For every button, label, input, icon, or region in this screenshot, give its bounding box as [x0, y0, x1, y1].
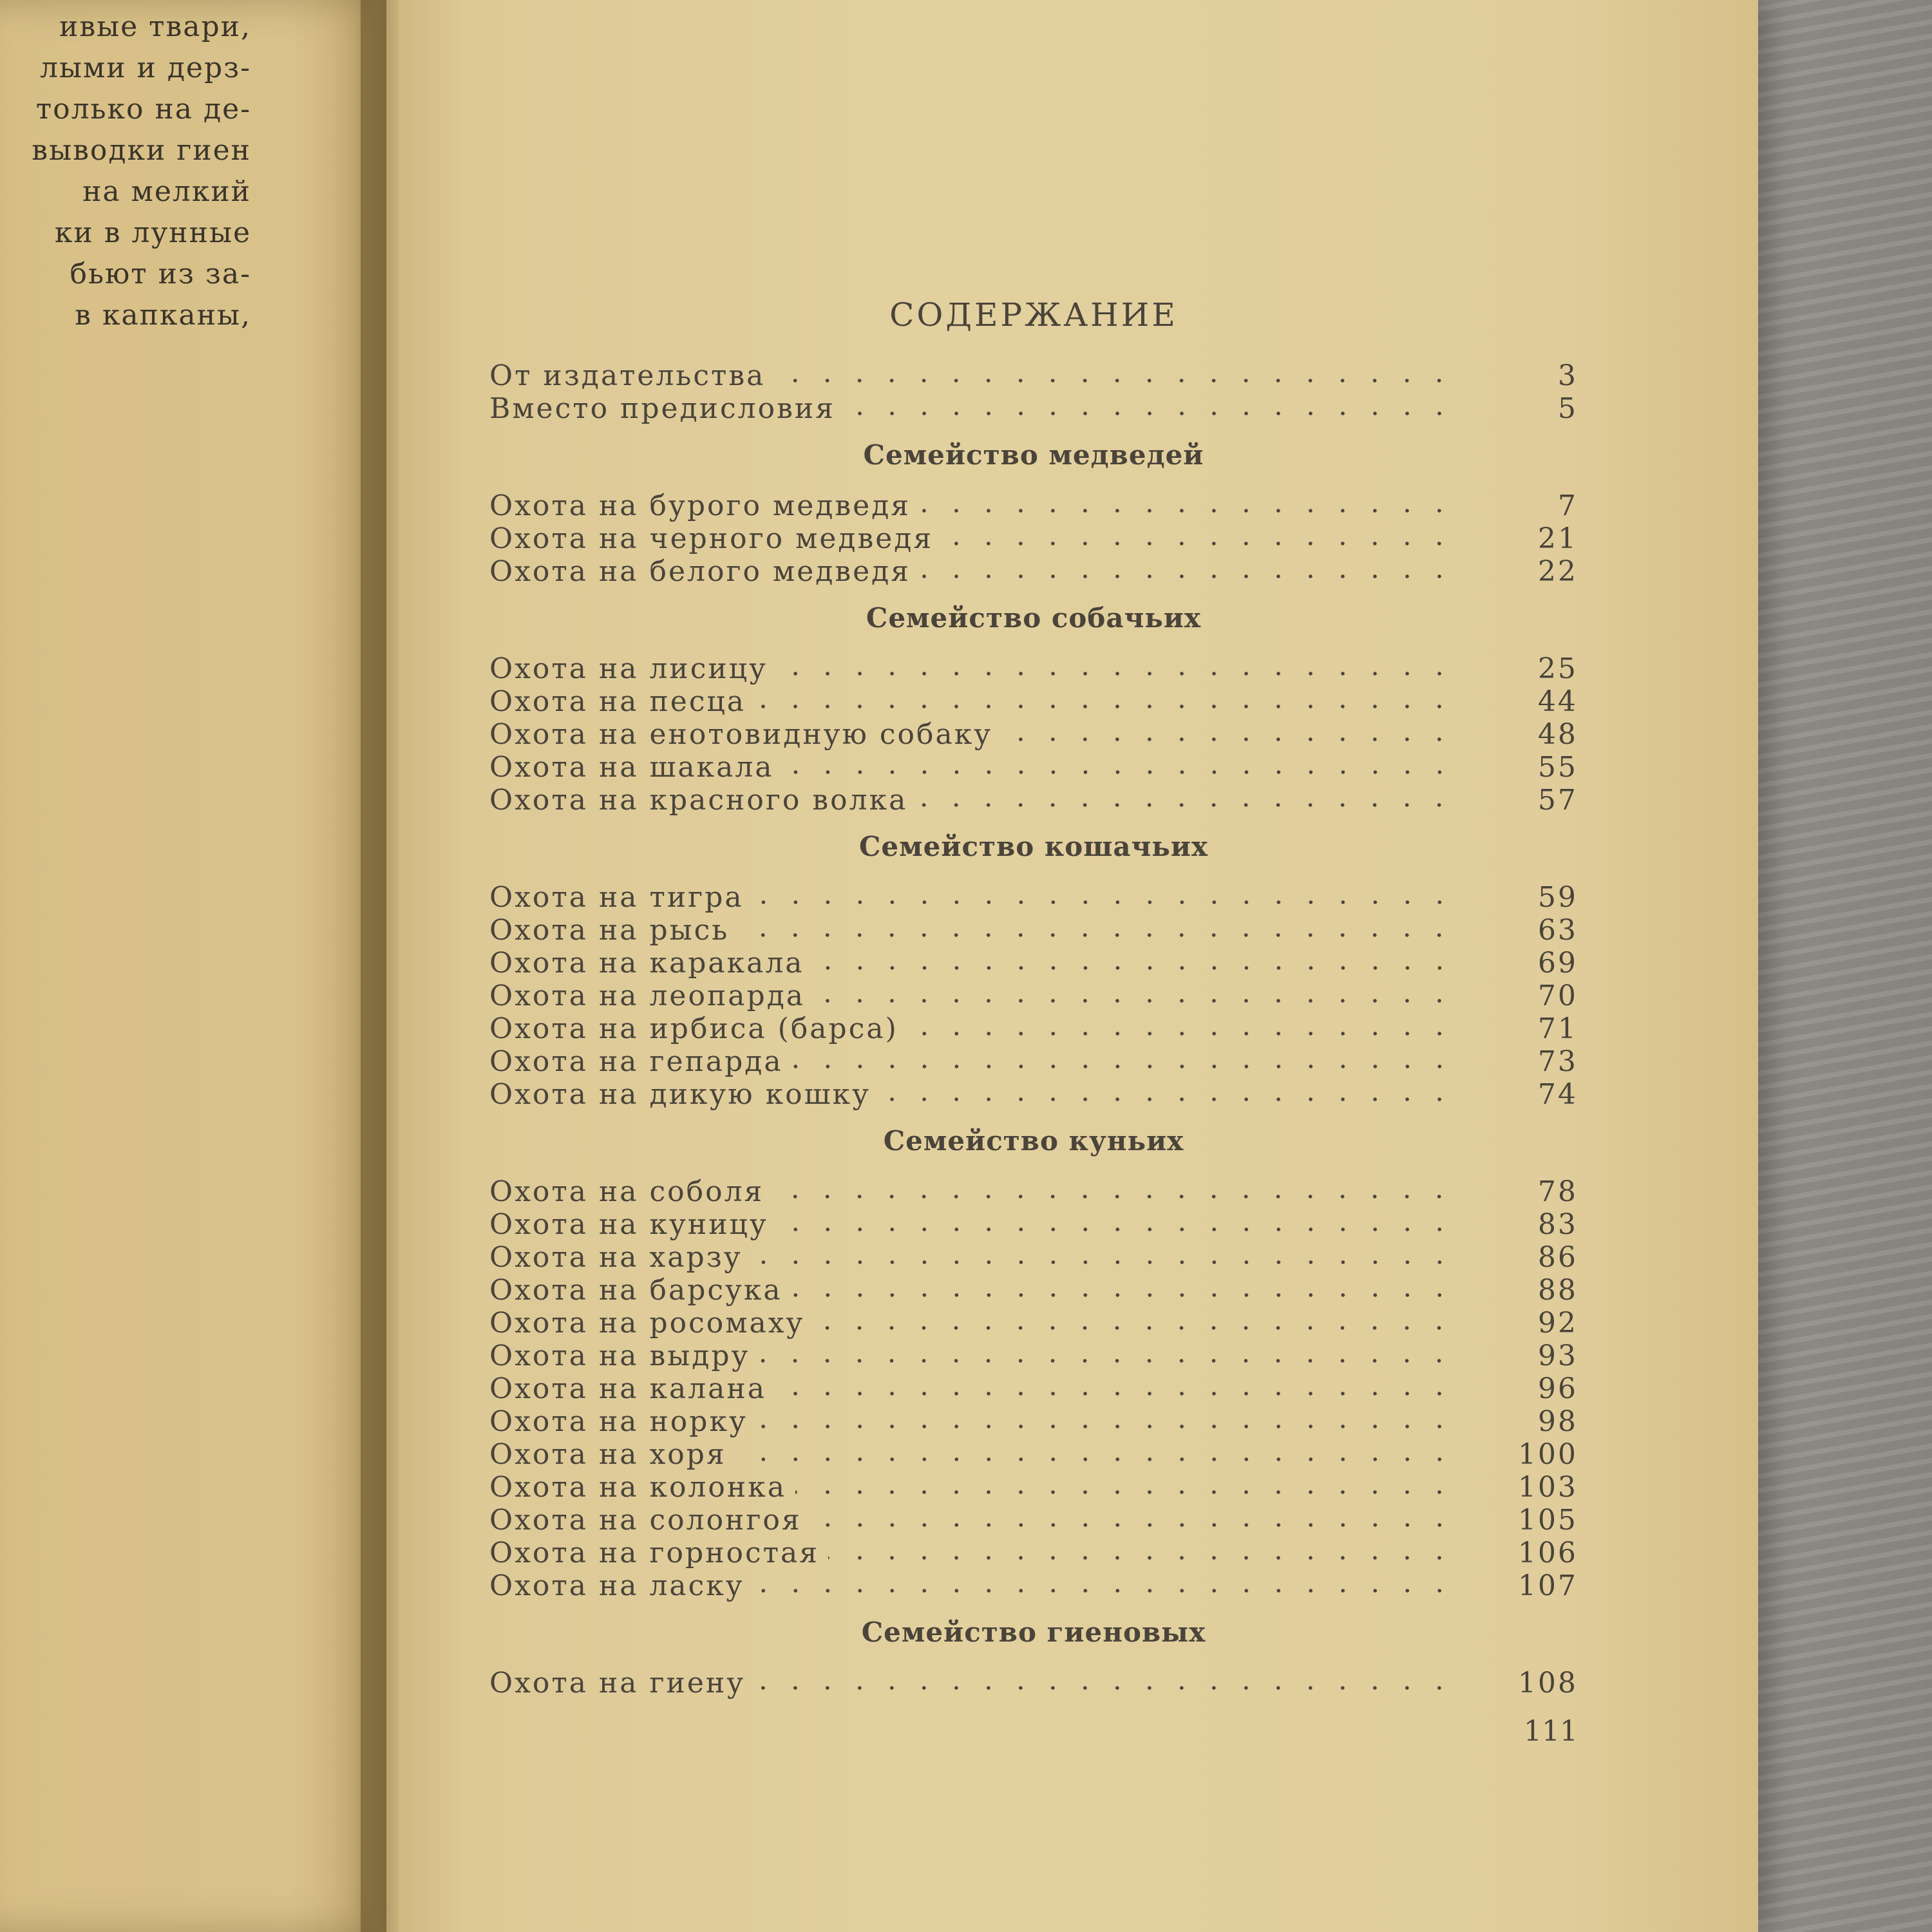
toc-entry	[489, 784, 1578, 817]
toc-entry	[489, 1208, 1578, 1241]
toc-entry	[489, 914, 1578, 947]
toc-entry-page-number: 73	[1538, 1045, 1578, 1078]
toc-entry-label: Охота на рысь	[489, 914, 730, 947]
toc-entry	[489, 947, 1578, 980]
toc-entry	[489, 555, 1578, 588]
left-page-line: на мелкий	[82, 175, 251, 208]
toc-entry-page-number: 88	[1538, 1274, 1578, 1307]
toc-dot-leader	[920, 573, 1455, 580]
toc-entry	[489, 522, 1578, 555]
toc-entry	[489, 718, 1578, 751]
toc-entry-label: От издательства	[489, 359, 766, 392]
toc-dot-leader	[942, 540, 1455, 547]
toc-entry-label: Вместо предисловия	[489, 392, 835, 425]
toc-entry-label: Охота на гепарда	[489, 1045, 783, 1078]
toc-dot-leader	[753, 1587, 1455, 1594]
toc-entry-page-number: 44	[1538, 685, 1578, 718]
toc-entry	[489, 1274, 1578, 1307]
toc-entry	[489, 1504, 1578, 1537]
left-page-text	[0, 6, 251, 336]
toc-dot-leader	[828, 1555, 1455, 1561]
toc-entry-label: Охота на солонгоя	[489, 1504, 802, 1537]
toc-entry-label: Охота на барсука	[489, 1274, 782, 1307]
toc-entry-page-number: 69	[1538, 947, 1578, 980]
toc-dot-leader	[813, 965, 1455, 971]
toc-entry	[489, 1078, 1578, 1111]
toc-dot-leader	[795, 1489, 1455, 1495]
toc-dot-leader	[814, 998, 1455, 1004]
toc-entry-label: Охота на соболя	[489, 1175, 764, 1208]
toc-section-heading: Семейство медведей	[863, 439, 1204, 471]
toc-entry-page-number: 25	[1538, 652, 1578, 685]
toc-dot-leader	[880, 1096, 1455, 1103]
toc-entry-page-number: 74	[1538, 1078, 1578, 1111]
toc-entry	[489, 392, 1578, 425]
toc-entry-label: Охота на ласку	[489, 1569, 744, 1602]
toc-dot-leader	[844, 410, 1455, 417]
toc-dot-leader	[907, 1030, 1455, 1037]
toc-entry	[489, 1405, 1578, 1438]
toc-dot-leader	[1001, 736, 1455, 743]
toc-dot-leader	[811, 1522, 1455, 1528]
toc-entry-page-number: 48	[1538, 718, 1578, 751]
toc-entry-label: Охота на красного волка	[489, 784, 908, 817]
toc-entry-page-number: 98	[1538, 1405, 1578, 1438]
toc-entry	[489, 1340, 1578, 1372]
toc-entry-page-number: 5	[1558, 392, 1578, 425]
toc-entry-page-number: 92	[1538, 1307, 1578, 1340]
toc-entry-page-number: 55	[1538, 751, 1578, 784]
toc-entry	[489, 489, 1578, 522]
toc-entry-page-number: 105	[1518, 1504, 1578, 1537]
toc-entry	[489, 1175, 1578, 1208]
toc-section-heading: Семейство куньих	[883, 1125, 1184, 1157]
toc-entry	[489, 1438, 1578, 1471]
toc-entry	[489, 1471, 1578, 1504]
left-book-page	[0, 0, 386, 1932]
toc-entry-page-number: 63	[1538, 914, 1578, 947]
toc-entry-page-number: 83	[1538, 1208, 1578, 1241]
toc-entry	[489, 751, 1578, 784]
toc-entry	[489, 980, 1578, 1012]
toc-title: СОДЕРЖАНИЕ	[889, 296, 1178, 334]
toc-entry-label: Охота на хоря	[489, 1438, 726, 1471]
toc-entry-label: Охота на лисицу	[489, 652, 768, 685]
toc-entry-page-number: 86	[1538, 1241, 1578, 1274]
toc-dot-leader	[791, 1292, 1455, 1298]
toc-entry-page-number: 93	[1538, 1340, 1578, 1372]
toc-entry	[489, 1012, 1578, 1045]
toc-entry-page-number: 3	[1558, 359, 1578, 392]
toc-dot-leader	[777, 1226, 1455, 1233]
toc-entry-label: Охота на харзу	[489, 1241, 743, 1274]
toc-entry-page-number: 71	[1538, 1012, 1578, 1045]
toc-dot-leader	[783, 769, 1455, 775]
toc-entry-label: Охота на песца	[489, 685, 746, 718]
toc-entry	[489, 1569, 1578, 1602]
toc-entry-label: Охота на тигра	[489, 881, 744, 914]
toc-entry	[489, 1241, 1578, 1274]
toc-entry-page-number: 96	[1538, 1372, 1578, 1405]
toc-entry-label: Охота на колонка	[489, 1471, 786, 1504]
toc-dot-leader	[757, 1423, 1455, 1430]
toc-dot-leader	[916, 802, 1455, 808]
toc-dot-leader	[777, 670, 1455, 677]
left-page-line: ивые твари,	[59, 10, 251, 43]
toc-entry-label: Охота на норку	[489, 1405, 748, 1438]
toc-entry	[489, 685, 1578, 718]
toc-entry-label: Охота на ирбиса (барса)	[489, 1012, 898, 1045]
toc-entry-label: Охота на леопарда	[489, 980, 806, 1012]
toc-dot-leader	[735, 1456, 1455, 1463]
toc-section-heading: Семейство кошачьих	[858, 831, 1209, 862]
toc-entry-page-number: 70	[1538, 980, 1578, 1012]
toc-entry-page-number: 78	[1538, 1175, 1578, 1208]
toc-entry	[489, 1045, 1578, 1078]
left-page-line: бьют из за-	[70, 258, 251, 290]
toc-entry-page-number: 57	[1538, 784, 1578, 817]
toc-entry-page-number: 108	[1518, 1667, 1578, 1700]
left-page-line: лыми и дерз-	[40, 52, 251, 84]
toc-entry	[489, 881, 1578, 914]
toc-dot-leader	[738, 932, 1455, 938]
toc-dot-leader	[754, 1685, 1455, 1691]
book-gutter	[361, 0, 399, 1932]
toc-dot-leader	[759, 1358, 1455, 1364]
toc-dot-leader	[792, 1063, 1455, 1070]
toc-section-heading: Семейство собачьих	[866, 602, 1202, 634]
toc-dot-leader	[775, 1390, 1455, 1397]
toc-entry-label: Охота на белого медведя	[489, 555, 911, 588]
toc-final-page-number: 111	[1524, 1715, 1578, 1748]
toc-entry	[489, 1307, 1578, 1340]
toc-dot-leader	[813, 1325, 1455, 1331]
toc-entry-page-number: 103	[1518, 1471, 1578, 1504]
toc-section-heading: Семейство гиеновых	[861, 1616, 1206, 1648]
toc-entry-page-number: 59	[1538, 881, 1578, 914]
toc-entry-page-number: 21	[1538, 522, 1578, 555]
left-page-line: в капканы,	[75, 299, 251, 332]
toc-entry-label: Охота на выдру	[489, 1340, 750, 1372]
toc-entry-label: Охота на каракала	[489, 947, 804, 980]
toc-entry-label: Охота на енотовидную собаку	[489, 718, 993, 751]
toc-entry-page-number: 100	[1518, 1438, 1578, 1471]
toc-entry-label: Охота на куницу	[489, 1208, 768, 1241]
toc-entry-label: Охота на горностая	[489, 1537, 819, 1569]
toc-entry-label: Охота на калана	[489, 1372, 766, 1405]
toc-entry-page-number: 107	[1518, 1569, 1578, 1602]
left-page-line: только на де-	[35, 93, 251, 126]
toc-body	[489, 359, 1578, 1700]
table-of-contents	[489, 296, 1578, 1748]
toc-dot-leader	[773, 1193, 1455, 1200]
toc-dot-leader	[774, 377, 1455, 384]
toc-entry	[489, 1372, 1578, 1405]
toc-dot-leader	[755, 703, 1455, 710]
toc-entry-label: Охота на гиену	[489, 1667, 746, 1700]
toc-entry-label: Охота на черного медведя	[489, 522, 934, 555]
toc-entry-page-number: 22	[1538, 555, 1578, 588]
toc-entry-page-number: 7	[1558, 489, 1578, 522]
toc-entry	[489, 1667, 1578, 1700]
toc-entry-label: Охота на шакала	[489, 751, 774, 784]
toc-entry	[489, 359, 1578, 392]
toc-entry	[489, 1537, 1578, 1569]
toc-entry-page-number: 106	[1518, 1537, 1578, 1569]
toc-dot-leader	[920, 507, 1455, 514]
left-page-line: выводки гиен	[32, 134, 251, 167]
toc-entry-label: Охота на бурого медведя	[489, 489, 911, 522]
toc-dot-leader	[753, 899, 1455, 905]
toc-entry-label: Охота на росомаху	[489, 1307, 805, 1340]
left-page-line: ки в лунные	[54, 216, 251, 249]
toc-entry-label: Охота на дикую кошку	[489, 1078, 871, 1111]
toc-entry	[489, 652, 1578, 685]
toc-dot-leader	[752, 1259, 1455, 1265]
